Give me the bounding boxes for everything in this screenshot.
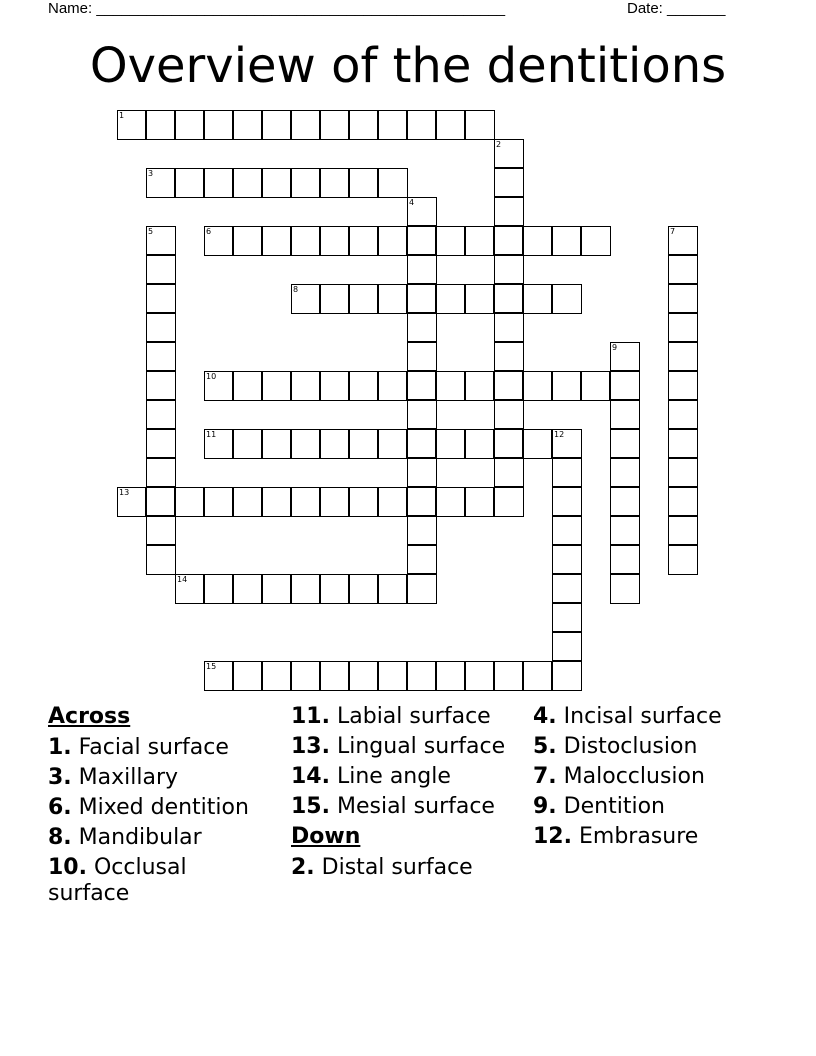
grid-cell[interactable] (494, 226, 523, 255)
name-field: Name: _________________________________________________ (48, 0, 506, 17)
cell-number: 1 (119, 111, 125, 120)
grid-cell[interactable] (610, 545, 640, 574)
clue-number: 14. (291, 764, 330, 789)
clue-item (48, 795, 273, 821)
clues-column-2 (291, 704, 523, 885)
clue-item (291, 764, 523, 790)
grid-cell[interactable] (610, 516, 640, 545)
clue-text: Maxillary (78, 765, 179, 790)
grid-cell[interactable] (523, 226, 552, 256)
grid-cell[interactable] (668, 371, 698, 400)
grid-cell[interactable] (233, 226, 262, 256)
grid-cell[interactable] (320, 371, 349, 401)
clue-item (291, 704, 523, 730)
cell-number: 8 (293, 285, 299, 294)
cell-number: 4 (409, 198, 415, 207)
grid-cell[interactable] (465, 429, 494, 459)
grid-cell[interactable] (407, 226, 436, 255)
grid-cell[interactable] (146, 429, 176, 458)
clue-text: Distal surface (321, 855, 473, 880)
clue-text: Line angle (336, 764, 451, 789)
grid-cell[interactable] (291, 429, 320, 459)
grid-cell[interactable] (552, 371, 581, 401)
cell-number: 14 (177, 575, 188, 584)
grid-cell[interactable] (378, 168, 408, 198)
grid-cell[interactable] (581, 226, 611, 256)
grid-cell[interactable] (320, 284, 349, 314)
clue-item (48, 855, 273, 907)
grid-cell[interactable] (204, 661, 233, 691)
grid-cell[interactable] (175, 487, 204, 517)
grid-cell[interactable] (378, 574, 407, 604)
grid-cell[interactable] (291, 226, 320, 256)
grid-cell[interactable] (117, 110, 146, 140)
grid-cell[interactable] (262, 168, 291, 198)
grid-cell[interactable] (668, 429, 698, 458)
clue-item (533, 704, 773, 730)
grid-cell[interactable] (668, 516, 698, 545)
grid-cell[interactable] (436, 661, 465, 691)
grid-cell[interactable] (523, 661, 552, 691)
grid-cell[interactable] (146, 371, 176, 400)
clue-text: Lingual surface (336, 734, 506, 759)
grid-cell[interactable] (204, 487, 233, 517)
cell-number: 13 (119, 488, 130, 497)
grid-cell[interactable] (349, 487, 378, 517)
grid-cell[interactable] (262, 371, 291, 401)
grid-cell[interactable] (349, 661, 378, 691)
grid-cell[interactable] (146, 545, 176, 575)
grid-cell[interactable] (407, 429, 436, 458)
clue-number: 13. (291, 734, 330, 759)
grid-cell[interactable] (494, 168, 524, 197)
clue-item (48, 765, 273, 791)
clue-item (291, 855, 523, 881)
grid-cell[interactable] (552, 458, 582, 487)
grid-cell[interactable] (320, 110, 349, 140)
grid-cell[interactable] (494, 197, 524, 226)
grid-cell[interactable] (465, 226, 494, 256)
grid-cell[interactable] (552, 545, 582, 574)
clue-number: 11. (291, 704, 330, 729)
grid-cell[interactable] (610, 400, 640, 429)
cell-number: 12 (554, 430, 565, 439)
grid-cell[interactable] (262, 574, 291, 604)
grid-cell[interactable] (320, 429, 349, 459)
grid-cell[interactable] (146, 516, 176, 545)
grid-cell[interactable] (378, 371, 407, 401)
grid-cell[interactable] (494, 458, 524, 487)
grid-cell[interactable] (262, 661, 291, 691)
grid-cell[interactable] (523, 429, 552, 459)
grid-cell[interactable] (233, 110, 262, 140)
grid-cell[interactable] (175, 574, 204, 604)
grid-cell[interactable] (494, 371, 523, 400)
grid-cell[interactable] (407, 661, 436, 691)
grid-cell[interactable] (436, 429, 465, 459)
grid-cell[interactable] (610, 429, 640, 458)
clue-item (48, 825, 273, 851)
clue-text: Mesial surface (336, 794, 495, 819)
clue-text: Distoclusion (563, 734, 698, 759)
grid-cell[interactable] (320, 168, 349, 198)
grid-cell[interactable] (436, 371, 465, 401)
grid-cell[interactable] (233, 429, 262, 459)
grid-cell[interactable] (146, 313, 176, 342)
grid-cell[interactable] (378, 226, 407, 256)
grid-cell[interactable] (494, 313, 524, 342)
grid-cell[interactable] (407, 255, 437, 284)
grid-cell[interactable] (523, 371, 552, 401)
grid-cell[interactable] (436, 110, 465, 140)
grid-cell[interactable] (291, 110, 320, 140)
grid-cell[interactable] (117, 487, 146, 517)
grid-cell[interactable] (552, 226, 581, 256)
grid-cell[interactable] (146, 110, 175, 140)
date-field: Date: _______ (627, 0, 726, 17)
grid-cell[interactable] (378, 487, 407, 517)
grid-cell[interactable] (291, 661, 320, 691)
clue-number: 2. (291, 855, 315, 880)
grid-cell[interactable] (494, 255, 524, 284)
cell-number: 2 (496, 140, 502, 149)
clue-number: 7. (533, 764, 557, 789)
grid-cell[interactable] (146, 487, 175, 516)
clues-column-1 (48, 704, 273, 911)
grid-cell[interactable] (349, 168, 378, 198)
cell-number: 3 (148, 169, 154, 178)
grid-cell[interactable] (146, 168, 175, 198)
grid-cell[interactable] (465, 487, 494, 517)
grid-cell[interactable] (291, 284, 320, 314)
grid-cell[interactable] (349, 574, 378, 604)
clue-number: 1. (48, 735, 72, 760)
cell-number: 5 (148, 227, 154, 236)
grid-cell[interactable] (291, 168, 320, 198)
cell-number: 15 (206, 662, 217, 671)
grid-cell[interactable] (378, 429, 407, 459)
cell-number: 11 (206, 430, 217, 439)
clue-text: Occlusal surface (48, 855, 187, 906)
grid-cell[interactable] (204, 429, 233, 459)
grid-cell[interactable] (204, 168, 233, 198)
grid-cell[interactable] (233, 371, 262, 401)
grid-cell[interactable] (465, 284, 494, 314)
grid-cell[interactable] (291, 487, 320, 517)
clue-number: 3. (48, 765, 72, 790)
grid-cell[interactable] (320, 487, 349, 517)
grid-cell[interactable] (407, 574, 437, 604)
clue-item (533, 734, 773, 760)
cell-number: 9 (612, 343, 618, 352)
grid-cell[interactable] (233, 574, 262, 604)
cell-number: 10 (206, 372, 217, 381)
grid-cell[interactable] (465, 371, 494, 401)
grid-cell[interactable] (407, 458, 437, 487)
grid-cell[interactable] (610, 574, 640, 604)
grid-cell[interactable] (146, 342, 176, 371)
grid-cell[interactable] (262, 487, 291, 517)
clue-number: 8. (48, 825, 72, 850)
grid-cell[interactable] (436, 226, 465, 256)
grid-cell[interactable] (494, 284, 523, 313)
grid-cell[interactable] (552, 632, 582, 661)
grid-cell[interactable] (668, 313, 698, 342)
grid-cell[interactable] (175, 168, 204, 198)
clue-item (291, 794, 523, 820)
clue-text: Malocclusion (563, 764, 705, 789)
grid-cell[interactable] (494, 342, 524, 371)
grid-cell[interactable] (378, 110, 407, 140)
clue-item (291, 734, 523, 760)
grid-cell[interactable] (552, 661, 582, 691)
grid-cell[interactable] (262, 226, 291, 256)
grid-cell[interactable] (552, 603, 582, 632)
grid-cell[interactable] (233, 487, 262, 517)
across-heading: Across (48, 704, 131, 729)
grid-cell[interactable] (668, 400, 698, 429)
page-title: Overview of the dentitions (89, 38, 727, 94)
grid-cell[interactable] (552, 284, 582, 314)
clues-column-3 (533, 704, 773, 854)
clue-text: Facial surface (78, 735, 229, 760)
grid-cell[interactable] (378, 661, 407, 691)
grid-cell[interactable] (552, 429, 582, 458)
grid-cell[interactable] (610, 458, 640, 487)
grid-cell[interactable] (378, 284, 407, 314)
grid-cell[interactable] (320, 574, 349, 604)
grid-cell[interactable] (494, 661, 523, 691)
grid-cell[interactable] (436, 284, 465, 314)
clue-item (533, 764, 773, 790)
grid-cell[interactable] (494, 487, 524, 517)
grid-cell[interactable] (146, 226, 176, 255)
clue-text: Labial surface (336, 704, 491, 729)
grid-cell[interactable] (146, 400, 176, 429)
grid-cell[interactable] (436, 487, 465, 517)
grid-cell[interactable] (668, 487, 698, 516)
grid-cell[interactable] (407, 342, 437, 371)
grid-cell[interactable] (204, 226, 233, 256)
grid-cell[interactable] (233, 168, 262, 198)
clue-item (533, 824, 773, 850)
down-heading: Down (291, 824, 361, 849)
grid-cell[interactable] (407, 400, 437, 429)
grid-cell[interactable] (494, 400, 524, 429)
grid-cell[interactable] (668, 255, 698, 284)
grid-cell[interactable] (349, 284, 378, 314)
clue-number: 6. (48, 795, 72, 820)
grid-cell[interactable] (552, 516, 582, 545)
grid-cell[interactable] (320, 226, 349, 256)
grid-cell[interactable] (262, 110, 291, 140)
clue-number: 10. (48, 855, 87, 880)
clue-number: 4. (533, 704, 557, 729)
clue-text: Embrasure (578, 824, 699, 849)
grid-cell[interactable] (204, 110, 233, 140)
grid-cell[interactable] (407, 284, 436, 313)
clue-text: Mandibular (78, 825, 202, 850)
grid-cell[interactable] (668, 545, 698, 575)
clue-item (48, 735, 273, 761)
grid-cell[interactable] (407, 545, 437, 574)
grid-cell[interactable] (610, 342, 640, 371)
grid-cell[interactable] (407, 197, 437, 226)
grid-cell[interactable] (291, 574, 320, 604)
grid-cell[interactable] (494, 139, 524, 168)
clue-number: 12. (533, 824, 572, 849)
grid-cell[interactable] (581, 371, 610, 401)
grid-cell[interactable] (668, 458, 698, 487)
grid-cell[interactable] (407, 371, 436, 400)
grid-cell[interactable] (610, 487, 640, 516)
grid-cell[interactable] (175, 110, 204, 140)
grid-cell[interactable] (407, 487, 436, 516)
clue-text: Incisal surface (563, 704, 722, 729)
grid-cell[interactable] (407, 313, 437, 342)
grid-cell[interactable] (204, 574, 233, 604)
grid-cell[interactable] (349, 110, 378, 140)
grid-cell[interactable] (233, 661, 262, 691)
grid-cell[interactable] (668, 342, 698, 371)
clue-text: Dentition (563, 794, 665, 819)
grid-cell[interactable] (668, 226, 698, 255)
grid-cell[interactable] (204, 371, 233, 401)
grid-cell[interactable] (407, 110, 436, 140)
clue-number: 9. (533, 794, 557, 819)
grid-cell[interactable] (146, 458, 176, 487)
grid-cell[interactable] (320, 661, 349, 691)
grid-cell[interactable] (262, 429, 291, 459)
grid-cell[interactable] (552, 574, 582, 603)
clue-number: 5. (533, 734, 557, 759)
clue-number: 15. (291, 794, 330, 819)
grid-cell[interactable] (146, 255, 176, 284)
clue-item (533, 794, 773, 820)
grid-cell[interactable] (291, 371, 320, 401)
grid-cell[interactable] (523, 284, 552, 314)
grid-cell[interactable] (465, 110, 495, 140)
grid-cell[interactable] (552, 487, 582, 516)
grid-cell[interactable] (610, 371, 640, 400)
grid-cell[interactable] (407, 516, 437, 545)
grid-cell[interactable] (349, 429, 378, 459)
grid-cell[interactable] (349, 226, 378, 256)
grid-cell[interactable] (349, 371, 378, 401)
cell-number: 7 (670, 227, 676, 236)
clue-text: Mixed dentition (78, 795, 249, 820)
grid-cell[interactable] (668, 284, 698, 313)
grid-cell[interactable] (494, 429, 523, 458)
grid-cell[interactable] (465, 661, 494, 691)
cell-number: 6 (206, 227, 212, 236)
grid-cell[interactable] (146, 284, 176, 313)
